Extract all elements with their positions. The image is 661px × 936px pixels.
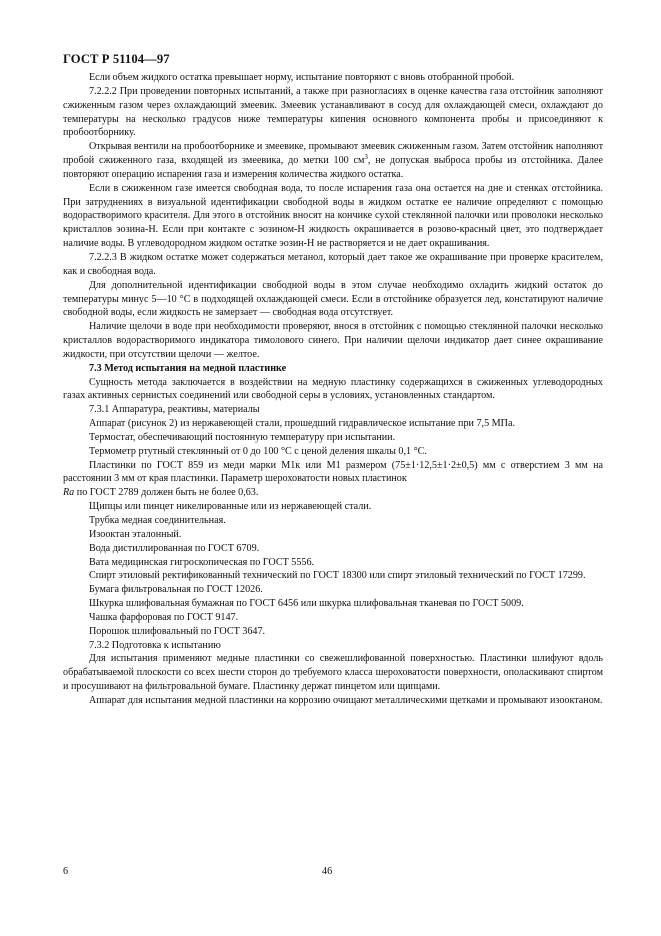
list-item: Порошок шлифовальный по ГОСТ 3647.: [89, 625, 266, 637]
paragraph-text: Пластинки по ГОСТ 859 из меди марки М1к или М1 размером (75±1·12,5±1·2±0,5) мм с отверстием 3 мм на расстоянии 3 мм от края пластинки. Параметр шероховатости новых пластинок: [63, 459, 603, 485]
paragraph: Аппарат (рисунок 2) из нержавеющей стали, прошедший гидравлическое испытание при 7,5 МПа.: [89, 418, 516, 430]
list-item: Трубка медная соединительная.: [89, 515, 226, 526]
document-header: ГОСТ Р 51104—97: [63, 52, 170, 66]
list-item: Щипцы или пинцет никелированные или из нержавеющей стали.: [89, 501, 372, 513]
paragraph: Сущность метода заключается в воздействии на медную пластинку содержащихся в сжиженных углеводородных газах активных сернистых соединений или свободной серы в условиях, установленных стандартом.: [63, 376, 603, 402]
list-item: Бумага фильтровальная по ГОСТ 12026.: [89, 584, 263, 596]
paragraph: Если в сжиженном газе имеется свободная вода, то после испарения газа она остается на дне и стенках отстойника. При затруднениях в визуальной идентификации свободной воды в жидком остатке ее наличие определяют с помощью водорастворимого красителя. Для этого в отстойник вносят на кончике сухой стеклянной палочки или проволоки несколько кристаллов эозина-Н. Если при контакте с эозином-Н жидкость окрашивается в розово-красный цвет, это подтверждает наличие воды. В углеводородном жидком остатке эозин-Н не растворяется и не дает окрашивания.: [63, 182, 603, 250]
subsection-heading: 7.3.1 Аппаратура, реактивы, материалы: [89, 404, 260, 416]
list-item: Изооктан эталонный.: [89, 528, 182, 540]
paragraph: Наличие щелочи в воде при необходимости проверяют, внося в отстойник с помощью стеклянной палочки несколько кристаллов водорастворимого индикатора тимолового синего. При наличии щелочи индикатор дает синее окрашивание жидкости, при отсутствии щелочи — желтое.: [63, 321, 603, 360]
page-number-left: 6: [63, 866, 69, 877]
list-item: Чашка фарфоровая по ГОСТ 9147.: [89, 611, 239, 623]
list-item: Шкурка шлифовальная бумажная по ГОСТ 6456 или шкурка шлифовальная тканевая по ГОСТ 5009.: [89, 598, 524, 610]
paragraph: 7.2.2.3 В жидком остатке может содержаться метанол, который дает такое же окрашивание при проверке красителем, как и свободная вода.: [63, 251, 603, 277]
paragraph: Если объем жидкого остатка превышает норму, испытание повторяют с вновь отобранной пробой.: [89, 72, 515, 83]
section-heading: 7.3 Метод испытания на медной пластинке: [89, 362, 287, 374]
paragraph: Термостат, обеспечивающий постоянную температуру при испытании.: [89, 431, 396, 443]
paragraph: Аппарат для испытания медной пластинки на коррозию очищают металлическими щетками и промывают изооктаном.: [89, 694, 603, 706]
document-body: [63, 71, 603, 708]
subsection-heading: 7.3.2 Подготовка к испытанию: [89, 639, 221, 651]
superscript: 3: [364, 153, 368, 162]
paragraph-text: Открывая вентили на пробоотборнике и змеевике, промывают змеевик сжиженным газом. Затем отстойник наполняют пробой сжиженного газа, входящей из змеевика, до метки 100 см: [63, 141, 603, 167]
paragraph-text: по ГОСТ 2789 должен быть не более 0,63.: [74, 487, 259, 499]
list-item: Вата медицинская гигроскопическая по ГОСТ 5556.: [89, 556, 315, 568]
page-number-center: 46: [322, 866, 333, 877]
paragraph: 7.2.2.2 При проведении повторных испытаний, а также при разногласиях в оценке качества газа отстойник заполняют сжиженным газом через охлаждающий змеевик. Змеевик устанавливают в сосуд для охлаждающей смеси, охлаждают до температуры на несколько градусов ниже температуры кипения основного компонента пробы и присоединяют к пробоотборнику.: [63, 85, 603, 139]
paragraph-text: , не допуская выброса пробы из отстойника. Далее повторяют операцию испарения газа и измерения количества жидкого остатка.: [63, 155, 604, 180]
list-item: Спирт этиловый ректификованный технический по ГОСТ 18300 или спирт этиловый технический по ГОСТ 17299.: [89, 570, 586, 582]
paragraph: [63, 140, 603, 182]
list-item: Вода дистиллированная по ГОСТ 6709.: [89, 542, 260, 554]
paragraph: [63, 459, 603, 501]
ra-symbol: Ra: [63, 487, 75, 499]
paragraph: Для дополнительной идентификации свободной воды в этом случае необходимо охладить жидкий остаток до температуры минус 5—10 °С в подходящей охлаждающей смеси. Если в отстойнике образуется лед, констатируют наличие свободной воды, если жидкость не замерзает — свободная вода отсутствует.: [63, 279, 603, 319]
paragraph: Термометр ртутный стеклянный от 0 до 100 °С с ценой деления шкалы 0,1 °С.: [89, 445, 427, 457]
paragraph: Для испытания применяют медные пластинки со свежешлифованной поверхностью. Пластинки шлифуют вдоль обрабатываемой плоскости со всех шести сторон до требуемого класса шероховатости поверхности, ополаскивают спиртом и просушивают на фильтровальной бумаге. Пластинку держат пинцетом или щипцами.: [63, 653, 603, 693]
